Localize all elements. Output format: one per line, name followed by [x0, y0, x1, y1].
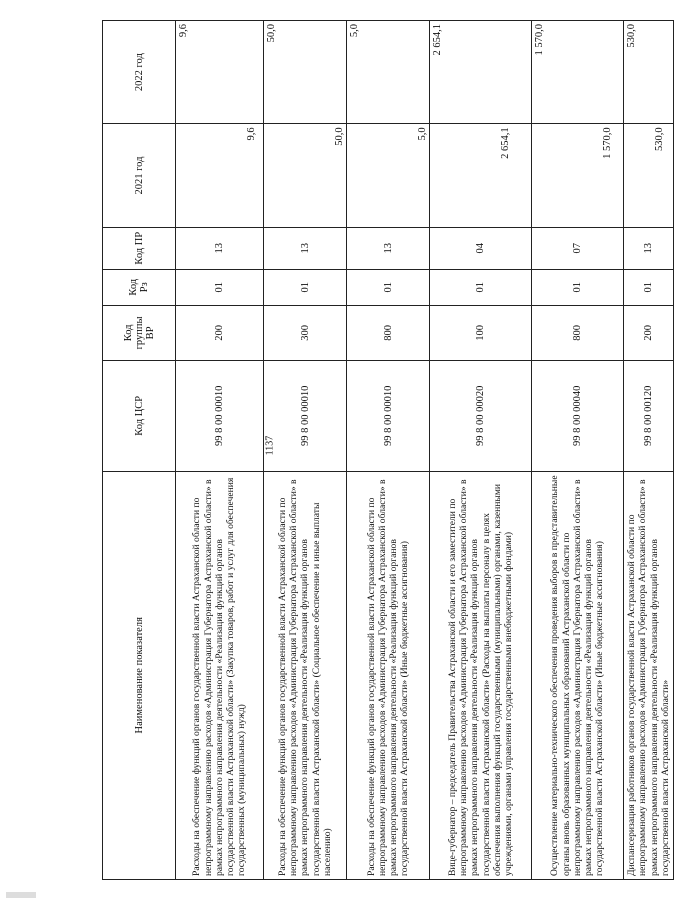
- row-2022: 2 654,1: [430, 21, 532, 124]
- row-csr: 99 8 00 00010: [264, 361, 347, 472]
- row-name: Вице-губернатор – председатель Правительства Астраханской области и его заместители по непрограммному направлению расходов «Администрация Губернатора Астраханской области» в рамках непрограммного направления деятельности «Реализация функций органов государственной власти Астраханской области» (Расходы на выплаты персоналу в целях обеспечения выполнения функций государственными (муниципальными) органами, казенными учреждениями, органами управления государственными внебюджетными фондами): [430, 471, 532, 879]
- row-csr: 99 8 00 00040: [532, 361, 624, 472]
- budget-table: [102, 20, 674, 880]
- row-rz: 01: [176, 269, 264, 305]
- row-2021: 9,6: [176, 124, 264, 227]
- row-2022: 530,0: [624, 21, 674, 124]
- header-vr: Код группы ВР: [103, 305, 176, 360]
- table-row: [624, 21, 674, 880]
- row-pr: 13: [624, 227, 674, 269]
- row-name: Расходы на обеспечение функций органов государственной власти Астраханской области по непрограммному направлению расходов «Администрация Губернатора Астраханской области» в рамках непрограммного направления деятельности «Реализация функций органов государственной власти Астраханской области» (Иные бюджетные ассигнования): [347, 471, 430, 879]
- header-2022: 2022 год: [103, 21, 176, 124]
- row-2021: 50,0: [264, 124, 347, 227]
- row-pr: 13: [264, 227, 347, 269]
- row-2021: 530,0: [624, 124, 674, 227]
- row-csr: 99 8 00 00010: [347, 361, 430, 472]
- header-csr: Код ЦСР: [103, 361, 176, 472]
- row-rz: 01: [347, 269, 430, 305]
- row-pr: 07: [532, 227, 624, 269]
- row-vr: 300: [264, 305, 347, 360]
- row-name: Расходы на обеспечение функций органов государственной власти Астраханской области по непрограммному направлению расходов «Администрация Губернатора Астраханской области» в рамках непрограммного направления деятельности «Реализация функций органов государственной власти Астраханской области» (Закупка товаров, работ и услуг для обеспечения государственных (муниципальных) нужд): [176, 471, 264, 879]
- row-2021: 2 654,1: [430, 124, 532, 227]
- header-pr: Код ПР: [103, 227, 176, 269]
- row-rz: 01: [264, 269, 347, 305]
- row-vr: 800: [532, 305, 624, 360]
- rotated-table-wrapper: [102, 20, 671, 880]
- row-csr: 99 8 00 00120: [624, 361, 674, 472]
- header-2021: 2021 год: [103, 124, 176, 227]
- row-rz: 01: [430, 269, 532, 305]
- table-row: [347, 21, 430, 880]
- row-2022: 50,0: [264, 21, 347, 124]
- table-row: [430, 21, 532, 880]
- row-vr: 800: [347, 305, 430, 360]
- row-pr: 13: [176, 227, 264, 269]
- row-2022: 5,0: [347, 21, 430, 124]
- row-name: Расходы на обеспечение функций органов государственной власти Астраханской области по непрограммному направлению расходов «Администрация Губернатора Астраханской области» в рамках непрограммного направления деятельности «Реализация функций органов государственной власти Астраханской области» (Социальное обеспечение и иные выплаты населению): [264, 471, 347, 879]
- row-2021: 1 570,0: [532, 124, 624, 227]
- row-name: Диспансеризация работников органов государственной власти Астраханской области по непрограммному направлению расходов «Администрация Губернатора Астраханской области» в рамках непрограммного направления деятельности «Реализация функций органов государственной власти Астраханской области»: [624, 471, 674, 879]
- page-number: 1137: [264, 435, 276, 456]
- header-name: Наименование показателя: [103, 471, 176, 879]
- row-rz: 01: [532, 269, 624, 305]
- row-rz: 01: [624, 269, 674, 305]
- row-pr: 13: [347, 227, 430, 269]
- row-2021: 5,0: [347, 124, 430, 227]
- scan-artifact: [6, 892, 36, 898]
- row-2022: 9,6: [176, 21, 264, 124]
- row-csr: 99 8 00 00020: [430, 361, 532, 472]
- table-row: [264, 21, 347, 880]
- header-rz: Код Рз: [103, 269, 176, 305]
- table-row: [176, 21, 264, 880]
- row-name: Осуществление материально-технического обеспечения проведения выборов в представительные органы вновь образованных муниципальных образований Астраханской области по непрограммному направлению расходов «Администрация Губернатора Астраханской области» в рамках непрограммного направления деятельности «Реализация функций органов государственной власти Астраханской области» (Иные бюджетные ассигнования): [532, 471, 624, 879]
- row-2022: 1 570,0: [532, 21, 624, 124]
- row-csr: 99 8 00 00010: [176, 361, 264, 472]
- row-vr: 100: [430, 305, 532, 360]
- row-vr: 200: [624, 305, 674, 360]
- row-pr: 04: [430, 227, 532, 269]
- row-vr: 200: [176, 305, 264, 360]
- header-row: [103, 21, 176, 880]
- table-row: [532, 21, 624, 880]
